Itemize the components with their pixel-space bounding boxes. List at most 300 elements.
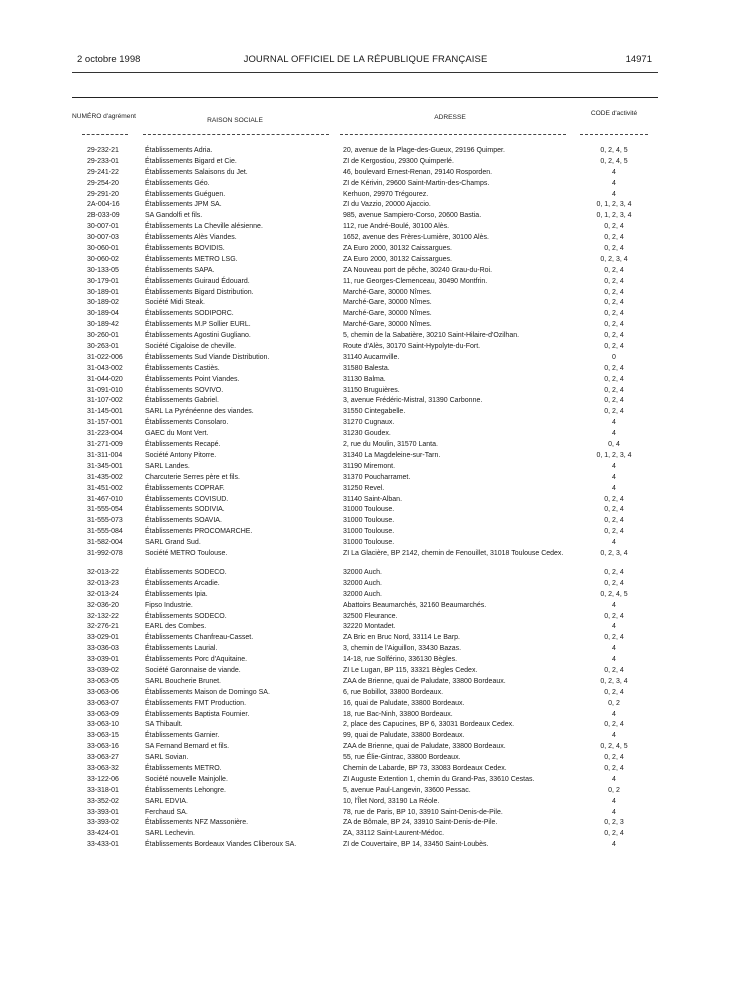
- cell-raison-sociale: Établissements SOAVIA.: [145, 517, 222, 525]
- cell-raison-sociale: Établissements Guéguen.: [145, 190, 226, 198]
- cell-numero: 33-063-05: [87, 677, 119, 685]
- cell-adresse: 32000 Auch.: [343, 590, 382, 598]
- cell-raison-sociale: Établissements METRO LSG.: [145, 255, 238, 263]
- cell-adresse: 31150 Bruguières.: [343, 386, 400, 394]
- cell-raison-sociale: Établissements Chanfreau-Casset.: [145, 634, 254, 642]
- cell-numero: 33-424-01: [87, 830, 119, 838]
- cell-code: 0, 2, 4, 5: [600, 147, 628, 154]
- cell-adresse: ZI La Glacière, BP 2142, chemin de Fenouillet, 31018 Toulouse Cedex.: [343, 549, 564, 557]
- cell-code: 4: [612, 797, 616, 805]
- cell-numero: 31-345-001: [87, 462, 123, 470]
- table-row: [0, 407, 731, 418]
- table-row: [0, 266, 731, 277]
- cell-adresse: 20, avenue de la Plage-des-Gueux, 29196 Quimper.: [343, 147, 505, 154]
- cell-numero: 31-223-004: [87, 430, 123, 438]
- cell-raison-sociale: Établissements METRO.: [145, 764, 222, 772]
- cell-code: 0: [612, 353, 616, 361]
- cell-numero: 31-022-006: [87, 353, 123, 361]
- table-row: [0, 157, 731, 168]
- table-row: [0, 622, 731, 633]
- table-row: [0, 168, 731, 179]
- cell-adresse: 31140 Saint-Alban.: [343, 495, 403, 503]
- column-header-adresse: ADRESSE: [434, 114, 466, 121]
- cell-raison-sociale: Établissements JPM SA.: [145, 201, 222, 209]
- cell-code: 4: [612, 430, 616, 438]
- table-row: [0, 298, 731, 309]
- table-row: [0, 516, 731, 527]
- cell-numero: 33-039-02: [87, 666, 119, 674]
- header-page-number: 14971: [625, 54, 652, 65]
- table-row: [0, 699, 731, 710]
- cell-raison-sociale: Établissements SODIVIA.: [145, 506, 225, 514]
- cell-adresse: 32000 Auch.: [343, 568, 382, 576]
- table-row: [0, 633, 731, 644]
- cell-adresse: 1652, avenue des Frères-Lumière, 30100 Alès.: [343, 234, 489, 242]
- cell-raison-sociale: Société Cigaloise de cheville.: [145, 343, 237, 351]
- cell-numero: 33-063-16: [87, 743, 119, 751]
- table-row: [0, 146, 731, 157]
- cell-code: 4: [612, 732, 616, 740]
- cell-code: 4: [612, 484, 616, 492]
- cell-adresse: Abattoirs Beaumarchés, 32160 Beaumarchés.: [343, 601, 487, 609]
- table-row: [0, 495, 731, 506]
- table-row: [0, 579, 731, 590]
- table-row: [0, 364, 731, 375]
- table-row: [0, 244, 731, 255]
- cell-code: 0, 2, 4: [604, 612, 624, 620]
- cell-numero: 33-063-15: [87, 732, 119, 740]
- header-rule: [72, 72, 658, 73]
- table-row: [0, 473, 731, 484]
- cell-code: 4: [612, 775, 616, 783]
- cell-numero: 32-276-21: [87, 623, 119, 631]
- cell-numero: 29-254-20: [87, 179, 119, 187]
- cell-raison-sociale: Société Midi Steak.: [145, 299, 205, 307]
- cell-code: 4: [612, 462, 616, 470]
- cell-numero: 29-241-22: [87, 168, 119, 176]
- cell-numero: 30-007-03: [87, 234, 119, 242]
- column-header-numero: NUMÉRO d'agrément: [72, 113, 136, 120]
- table-row: [0, 462, 731, 473]
- cell-code: 0, 1, 2, 3, 4: [596, 212, 632, 220]
- cell-numero: 32-132-22: [87, 612, 119, 620]
- cell-code: 0, 2, 4: [604, 234, 624, 242]
- cell-code: 0, 2, 3, 4: [600, 255, 628, 263]
- table-row: [0, 731, 731, 742]
- cell-raison-sociale: Établissements Agostini Gugliano.: [145, 332, 251, 340]
- cell-numero: 31-555-054: [87, 506, 123, 514]
- cell-numero: 31-435-002: [87, 473, 123, 481]
- cell-adresse: Marché-Gare, 30000 Nîmes.: [343, 299, 432, 307]
- cell-raison-sociale: Établissements Gabriel.: [145, 397, 219, 405]
- cell-raison-sociale: Établissements Porc d'Aquitaine.: [145, 656, 248, 664]
- cell-adresse: 32500 Fleurance.: [343, 612, 398, 620]
- cell-code: 4: [612, 419, 616, 427]
- cell-numero: 29-291-20: [87, 190, 119, 198]
- cell-adresse: Kerhuon, 29970 Trégourez.: [343, 190, 429, 198]
- cell-raison-sociale: Établissements Bigard et Cie.: [145, 157, 237, 165]
- cell-adresse: 31000 Toulouse.: [343, 506, 395, 514]
- cell-code: 4: [612, 539, 616, 547]
- cell-numero: 33-063-32: [87, 764, 119, 772]
- cell-numero: 33-393-01: [87, 808, 119, 816]
- cell-raison-sociale: Établissements FMT Production.: [145, 699, 247, 707]
- table-row: [0, 396, 731, 407]
- cell-raison-sociale: GAEC du Mont Vert.: [145, 430, 209, 438]
- cell-numero: 31-467-010: [87, 495, 123, 503]
- cell-adresse: 31370 Poucharramet.: [343, 473, 411, 481]
- cell-numero: 32-036-20: [87, 601, 119, 609]
- cell-adresse: 32220 Montadet.: [343, 623, 396, 631]
- cell-raison-sociale: Établissements Maison de Domingo SA.: [145, 688, 270, 696]
- cell-numero: 30-007-01: [87, 223, 119, 231]
- cell-numero: 31-555-073: [87, 517, 123, 525]
- cell-code: 0, 2, 4: [604, 634, 624, 642]
- cell-raison-sociale: Établissements Sud Viande Distribution.: [145, 353, 270, 361]
- cell-numero: 31-091-010: [87, 386, 123, 394]
- cell-code: 0, 2, 4: [604, 299, 624, 307]
- cell-adresse: Route d'Alès, 30170 Saint-Hypolyte-du-Fort.: [343, 343, 481, 351]
- cell-code: 0, 2, 4: [604, 506, 624, 514]
- cell-code: 4: [612, 841, 616, 849]
- cell-numero: 33-063-27: [87, 754, 119, 762]
- cell-adresse: 31130 Balma.: [343, 375, 386, 383]
- cell-raison-sociale: Établissements Bordeaux Viandes Cliberoux SA.: [145, 841, 297, 849]
- cell-numero: 31-992-078: [87, 549, 123, 557]
- cell-code: 0, 2, 4: [604, 579, 624, 587]
- cell-adresse: 16, quai de Paludate, 33800 Bordeaux.: [343, 699, 465, 707]
- cell-adresse: 31340 La Magdeleine-sur-Tarn.: [343, 451, 441, 459]
- table-row: [0, 601, 731, 612]
- cell-adresse: ZA de Bômale, BP 24, 33910 Saint-Denis-de-Pile.: [343, 819, 498, 827]
- cell-adresse: 31140 Aucamville.: [343, 353, 400, 361]
- cell-raison-sociale: SARL Boucherie Brunet.: [145, 677, 222, 685]
- cell-raison-sociale: Établissements Laurial.: [145, 645, 218, 653]
- cell-numero: 31-582-004: [87, 539, 123, 547]
- cell-code: 0, 2, 3, 4: [600, 549, 628, 557]
- cell-adresse: Marché-Gare, 30000 Nîmes.: [343, 321, 432, 329]
- cell-raison-sociale: Établissements Lehongre.: [145, 786, 226, 794]
- table-row: [0, 677, 731, 688]
- cell-adresse: ZI Le Lugan, BP 115, 33321 Bègles Cedex.: [343, 666, 478, 674]
- cell-adresse: ZI de Kergostiou, 29300 Quimperlé.: [343, 157, 454, 165]
- cell-numero: 31-145-001: [87, 408, 123, 416]
- cell-raison-sociale: Établissements Géo.: [145, 179, 210, 187]
- cell-raison-sociale: SA Thibault.: [145, 721, 183, 729]
- cell-adresse: ZA Nouveau port de pêche, 30240 Grau-du-Roi.: [343, 266, 493, 274]
- cell-raison-sociale: Établissements La Cheville alésienne.: [145, 223, 263, 231]
- cell-numero: 2A-004-16: [87, 201, 120, 209]
- cell-code: 0, 2, 4: [604, 223, 624, 231]
- column-header-raison-sociale: RAISON SOCIALE: [207, 117, 263, 124]
- cell-numero: 31-157-001: [87, 419, 123, 427]
- column-header-code: CODE d'activité: [590, 110, 638, 117]
- cell-code: 0, 2, 3: [604, 819, 624, 827]
- cell-raison-sociale: Établissements Point Viandes.: [145, 375, 240, 383]
- column-divider: [580, 134, 648, 135]
- cell-adresse: 31190 Miremont.: [343, 462, 396, 470]
- cell-adresse: 31230 Goudex.: [343, 430, 391, 438]
- cell-numero: 33-063-06: [87, 688, 119, 696]
- cell-code: 0, 2, 4: [604, 495, 624, 503]
- cell-numero: 31-555-084: [87, 528, 123, 536]
- cell-raison-sociale: Établissements Salaisons du Jet.: [145, 168, 248, 176]
- table-row: [0, 753, 731, 764]
- table-row: [0, 720, 731, 731]
- table-row: [0, 644, 731, 655]
- cell-numero: 29-232-21: [87, 147, 119, 154]
- cell-raison-sociale: SARL EDVIA.: [145, 797, 188, 805]
- table-body: [0, 146, 731, 851]
- cell-raison-sociale: Établissements PROCOMARCHE.: [145, 528, 253, 536]
- cell-numero: 32-013-24: [87, 590, 119, 598]
- cell-code: 4: [612, 710, 616, 718]
- table-row: [0, 590, 731, 601]
- cell-code: 4: [612, 656, 616, 664]
- cell-adresse: ZA, 33112 Saint-Laurent-Médoc.: [343, 830, 445, 838]
- cell-numero: 31-311-004: [87, 451, 123, 459]
- cell-code: 0, 2, 4: [604, 568, 624, 576]
- cell-code: 0, 2, 4: [604, 397, 624, 405]
- table-row: [0, 353, 731, 364]
- cell-adresse: ZI de Couvertaire, BP 14, 33450 Saint-Loubès.: [343, 841, 489, 849]
- cell-raison-sociale: Fipso Industrie.: [145, 601, 193, 609]
- cell-raison-sociale: Établissements Castiès.: [145, 364, 220, 372]
- cell-code: 0, 2, 4: [604, 288, 624, 296]
- column-divider: [340, 134, 566, 135]
- cell-code: 0, 2, 4: [604, 386, 624, 394]
- table-row: [0, 840, 731, 851]
- cell-numero: 31-107-002: [87, 397, 123, 405]
- cell-code: 0, 2, 4: [604, 321, 624, 329]
- cell-numero: 30-189-42: [87, 321, 119, 329]
- cell-numero: 32-013-23: [87, 579, 119, 587]
- cell-adresse: ZI de Kérivin, 29600 Saint-Martin-des-Champs.: [343, 179, 490, 187]
- table-row: [0, 786, 731, 797]
- cell-raison-sociale: Charcuterie Serres père et fils.: [145, 473, 240, 481]
- cell-adresse: ZA Bric en Bruc Nord, 33114 Le Barp.: [343, 634, 460, 642]
- cell-raison-sociale: Établissements BOVIDIS.: [145, 245, 225, 253]
- cell-code: 0, 2, 4: [604, 266, 624, 274]
- table-row: [0, 612, 731, 623]
- cell-raison-sociale: Établissements Consolaro.: [145, 419, 229, 427]
- cell-adresse: Marché-Gare, 30000 Nîmes.: [343, 288, 432, 296]
- cell-raison-sociale: Établissements Recapé.: [145, 441, 221, 449]
- table-row: [0, 342, 731, 353]
- cell-code: 0, 2, 4: [604, 721, 624, 729]
- cell-raison-sociale: Société METRO Toulouse.: [145, 549, 228, 557]
- table-row: [0, 775, 731, 786]
- cell-code: 0, 2, 4, 5: [600, 590, 628, 598]
- table-row: [0, 527, 731, 538]
- cell-numero: 33-039-01: [87, 656, 119, 664]
- cell-numero: 31-043-002: [87, 364, 123, 372]
- table-row: [0, 538, 731, 549]
- cell-raison-sociale: Société Garonnaise de viande.: [145, 666, 241, 674]
- table-row: [0, 190, 731, 201]
- table-row: [0, 429, 731, 440]
- cell-code: 0, 2, 4: [604, 277, 624, 285]
- cell-numero: 30-263-01: [87, 343, 119, 351]
- page-header: [0, 54, 731, 70]
- cell-raison-sociale: Établissements COPRAF.: [145, 484, 225, 492]
- table-row: [0, 568, 731, 579]
- cell-numero: 33-063-10: [87, 721, 119, 729]
- table-row: [0, 320, 731, 331]
- cell-numero: 33-063-07: [87, 699, 119, 707]
- cell-raison-sociale: Établissements Bigard Distribution.: [145, 288, 254, 296]
- cell-adresse: Marché-Gare, 30000 Nîmes.: [343, 310, 432, 318]
- table-row: [0, 200, 731, 211]
- cell-numero: 31-271-009: [87, 441, 123, 449]
- table-row: [0, 288, 731, 299]
- cell-code: 4: [612, 168, 616, 176]
- cell-adresse: 985, avenue Sampiero-Corso, 20600 Bastia.: [343, 212, 482, 220]
- cell-code: 4: [612, 190, 616, 198]
- cell-code: 0, 2, 4, 5: [600, 743, 628, 751]
- cell-raison-sociale: SA Fernand Bernard et fils.: [145, 743, 230, 751]
- column-divider: [82, 134, 128, 135]
- cell-raison-sociale: Établissements SOVIVO.: [145, 386, 224, 394]
- cell-code: 0, 2, 4: [604, 666, 624, 674]
- cell-numero: 33-318-01: [87, 786, 119, 794]
- table-row: [0, 233, 731, 244]
- cell-numero: 30-060-01: [87, 245, 119, 253]
- cell-adresse: 18, rue Bac-Ninh, 33800 Bordeaux.: [343, 710, 453, 718]
- cell-numero: 33-036-03: [87, 645, 119, 653]
- cell-code: 0, 4: [608, 441, 620, 449]
- cell-adresse: 5, chemin de la Sabatière, 30210 Saint-Hilaire-d'Ozilhan.: [343, 332, 520, 340]
- cell-adresse: Chemin de Labarde, BP 73, 33083 Bordeaux Cedex.: [343, 764, 507, 772]
- cell-numero: 33-029-01: [87, 634, 119, 642]
- cell-code: 0, 2, 4: [604, 375, 624, 383]
- table-row: [0, 179, 731, 190]
- cell-code: 0, 2: [608, 699, 620, 707]
- cell-code: 0, 2, 4: [604, 332, 624, 340]
- cell-adresse: ZA Euro 2000, 30132 Caissargues.: [343, 255, 452, 263]
- cell-numero: 30-260-01: [87, 332, 119, 340]
- cell-code: 4: [612, 623, 616, 631]
- cell-code: 0, 2, 4: [604, 764, 624, 772]
- cell-adresse: 99, quai de Paludate, 33800 Bordeaux.: [343, 732, 465, 740]
- cell-code: 0, 2, 4: [604, 528, 624, 536]
- cell-adresse: 31550 Cintegabelle.: [343, 408, 406, 416]
- cell-adresse: 2, rue du Moulin, 31570 Lanta.: [343, 441, 438, 449]
- cell-adresse: 46, boulevard Ernest-Renan, 29140 Rosporden.: [343, 168, 493, 176]
- cell-raison-sociale: Établissements Guiraud Édouard.: [145, 277, 250, 285]
- cell-adresse: ZA Euro 2000, 30132 Caissargues.: [343, 245, 452, 253]
- cell-raison-sociale: SA Gandolfi et fils.: [145, 212, 203, 220]
- cell-numero: 29-233-01: [87, 157, 119, 165]
- cell-numero: 33-063-09: [87, 710, 119, 718]
- cell-code: 0, 2, 4: [604, 364, 624, 372]
- table-row: [0, 808, 731, 819]
- cell-adresse: ZI du Vazzio, 20000 Ajaccio.: [343, 201, 431, 209]
- table-row: [0, 375, 731, 386]
- table-row: [0, 309, 731, 320]
- table-row: [0, 666, 731, 677]
- cell-raison-sociale: Établissements Arcadie.: [145, 579, 220, 587]
- cell-adresse: 78, rue de Paris, BP 10, 33910 Saint-Denis-de-Pile.: [343, 808, 503, 816]
- cell-raison-sociale: Établissements COVISUD.: [145, 495, 229, 503]
- table-row: [0, 505, 731, 516]
- cell-adresse: 31580 Balesta.: [343, 364, 390, 372]
- table-row: [0, 549, 731, 568]
- table-row: [0, 797, 731, 808]
- cell-code: 4: [612, 808, 616, 816]
- cell-numero: 33-433-01: [87, 841, 119, 849]
- header-date: 2 octobre 1998: [77, 54, 141, 65]
- cell-numero: 31-044-020: [87, 375, 123, 383]
- cell-raison-sociale: EARL des Combes.: [145, 623, 207, 631]
- cell-code: 0, 2, 4: [604, 343, 624, 351]
- cell-adresse: 11, rue Georges-Clemenceau, 30490 Montfrin.: [343, 277, 488, 285]
- cell-raison-sociale: Établissements SAPA.: [145, 266, 215, 274]
- cell-adresse: 3, chemin de l'Aiguillon, 33430 Bazas.: [343, 645, 462, 653]
- cell-code: 0, 2, 4: [604, 408, 624, 416]
- cell-raison-sociale: Établissements SODIPORC.: [145, 310, 234, 318]
- table-top-rule: [72, 97, 658, 98]
- cell-code: 4: [612, 179, 616, 187]
- cell-adresse: 31000 Toulouse.: [343, 517, 395, 525]
- cell-code: 0, 2, 4: [604, 688, 624, 696]
- cell-raison-sociale: Établissements Ipia.: [145, 590, 208, 598]
- cell-code: 0, 2, 4: [604, 754, 624, 762]
- cell-raison-sociale: Établissements Baptista Fournier.: [145, 710, 250, 718]
- table-row: [0, 655, 731, 666]
- cell-numero: 32-013-22: [87, 568, 119, 576]
- cell-adresse: 32000 Auch.: [343, 579, 382, 587]
- cell-raison-sociale: SARL Sovian.: [145, 754, 189, 762]
- cell-code: 0, 1, 2, 3, 4: [596, 451, 632, 459]
- column-divider: [143, 134, 329, 135]
- table-row: [0, 764, 731, 775]
- cell-code: 0, 2, 4: [604, 830, 624, 838]
- cell-adresse: 112, rue André-Boulé, 30100 Alès.: [343, 223, 450, 231]
- cell-adresse: 31000 Toulouse.: [343, 528, 395, 536]
- cell-adresse: ZAA de Brienne, quai de Paludate, 33800 Bordeaux.: [343, 743, 506, 751]
- cell-code: 4: [612, 601, 616, 609]
- cell-raison-sociale: SARL Lechevin.: [145, 830, 195, 838]
- table-row: [0, 331, 731, 342]
- table-row: [0, 386, 731, 397]
- table-row: [0, 829, 731, 840]
- table-row: [0, 255, 731, 266]
- cell-adresse: 31250 Revel.: [343, 484, 385, 492]
- cell-numero: 30-060-02: [87, 255, 119, 263]
- cell-adresse: 31000 Toulouse.: [343, 539, 395, 547]
- cell-raison-sociale: Établissements SODECO.: [145, 612, 227, 620]
- cell-numero: 33-393-02: [87, 819, 119, 827]
- cell-raison-sociale: Établissements NFZ Massonière.: [145, 819, 249, 827]
- table-row: [0, 484, 731, 495]
- table-row: [0, 710, 731, 721]
- cell-code: 0, 1, 2, 3, 4: [596, 201, 632, 209]
- table-row: [0, 211, 731, 222]
- cell-numero: 33-352-02: [87, 797, 119, 805]
- table-row: [0, 818, 731, 829]
- cell-code: 0, 2, 4, 5: [600, 157, 628, 165]
- table-row: [0, 277, 731, 288]
- table-row: [0, 222, 731, 233]
- table-row: [0, 688, 731, 699]
- cell-raison-sociale: Société nouvelle Mainjolle.: [145, 775, 228, 783]
- cell-numero: 30-189-04: [87, 310, 119, 318]
- cell-adresse: 14-18, rue Solférino, 336130 Bègles.: [343, 656, 458, 664]
- cell-adresse: 6, rue Bobillot, 33800 Bordeaux.: [343, 688, 444, 696]
- cell-code: 0, 2: [608, 786, 620, 794]
- cell-adresse: ZAA de Brienne, quai de Paludate, 33800 Bordeaux.: [343, 677, 506, 685]
